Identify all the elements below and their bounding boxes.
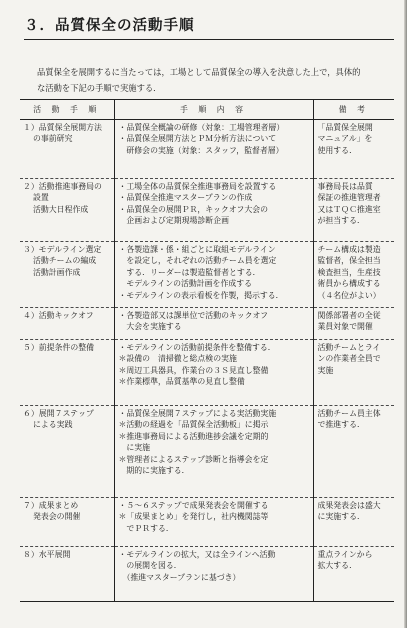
content-text: を設定し，それぞれの活動チーム員を選定 bbox=[118, 256, 277, 266]
step-text: ７）成果まとめ bbox=[23, 501, 79, 510]
step-text: ８）水平展開 bbox=[23, 550, 71, 559]
content-text: ・モデルラインの拡大，又は全ラインへ活動 bbox=[118, 550, 276, 559]
step-text: 活動チームの編成 bbox=[33, 256, 97, 266]
remarks-text: が担当する． bbox=[317, 216, 365, 226]
remarks-text: 又はＴＱＣ推進室 bbox=[317, 204, 381, 214]
table-row bbox=[20, 340, 394, 406]
remarks-cell bbox=[313, 242, 394, 308]
content-cell bbox=[114, 340, 313, 406]
remarks-cell bbox=[313, 406, 394, 498]
content-text: ・品質保全概論の研修（対象：工場管理者層） bbox=[118, 123, 285, 132]
step-text: ２）活動推進事務局の bbox=[23, 182, 102, 191]
content-text: ＊作業標準，品質基準の見直し整備 bbox=[118, 377, 245, 387]
step-cell bbox=[20, 242, 114, 308]
step-text: 活動大日程作成 bbox=[33, 204, 89, 214]
step-text: の事前研究 bbox=[33, 134, 73, 144]
content-text: の展開を図る． bbox=[118, 561, 182, 571]
remarks-cell bbox=[313, 308, 394, 340]
remarks-text: 術員から構成する bbox=[317, 279, 381, 289]
remarks-cell bbox=[313, 498, 394, 547]
content-text: ・品質保全展開７ステップによる実活動実施 bbox=[118, 409, 277, 418]
content-text: ・各製造部又は課単位で活動のキックオフ bbox=[118, 311, 269, 320]
content-text: ・品質保全の展開ＰＲ，キックオフ大会の bbox=[118, 204, 269, 214]
content-text: ・品質保全展開方法とＰＭ分析方法について bbox=[118, 134, 277, 144]
step-text: ６）展開７ステップ bbox=[23, 409, 94, 418]
content-text: ・モデルラインの表示看板を作製，掲示する． bbox=[118, 290, 284, 300]
remarks-text: ンの作業者全員で bbox=[317, 354, 381, 364]
remarks-cell bbox=[313, 340, 394, 406]
table-row bbox=[20, 120, 394, 179]
content-text: ・モデルラインの活動前提条件を整備する． bbox=[118, 343, 276, 352]
content-text: 研修会の実施（対象：スタッフ，監督者層） bbox=[118, 145, 284, 155]
table-row bbox=[20, 242, 394, 308]
remarks-cell bbox=[313, 120, 394, 179]
step-cell bbox=[20, 547, 114, 602]
procedure-table bbox=[20, 99, 394, 602]
content-cell bbox=[114, 498, 313, 547]
content-text: 期的に実施する． bbox=[118, 466, 190, 476]
remarks-text: マニュアル」を bbox=[317, 134, 373, 144]
section-heading: ３．品質保全の活動手順 bbox=[24, 14, 394, 40]
content-text: ＊推進事務局による活動進捗会議を定期的 bbox=[118, 431, 269, 441]
content-text: でＰＲする． bbox=[118, 523, 174, 533]
content-text: ＊「成果まとめ」を発行し，社内機関誌等 bbox=[118, 512, 269, 522]
remarks-text: に実施する． bbox=[317, 512, 365, 522]
content-text: する．リーダーは製造監督者とする． bbox=[118, 267, 261, 277]
remarks-text: 活動チーム員主体 bbox=[317, 409, 381, 418]
remarks-text: 使用する． bbox=[317, 145, 357, 155]
content-text: 大会を実施する bbox=[118, 322, 182, 332]
step-cell bbox=[20, 340, 114, 406]
remarks-text: 活動チームとライ bbox=[317, 343, 381, 352]
table-row bbox=[20, 179, 394, 242]
step-text: ３）モデルライン選定 bbox=[23, 245, 102, 254]
remarks-text: 成果発表会は盛大 bbox=[317, 501, 381, 510]
content-text: モデルラインの活動計画を作成する bbox=[118, 279, 253, 289]
remarks-text: で推進する． bbox=[317, 420, 365, 430]
content-cell bbox=[114, 547, 313, 602]
table-row bbox=[20, 406, 394, 498]
intro-line: 品質保全を展開するに当たっては，工場として品質保全の導入を決意した上で，具体的 bbox=[37, 67, 361, 77]
remarks-text: 業員対象で開催 bbox=[317, 322, 373, 332]
remarks-cell bbox=[313, 547, 394, 602]
content-text: ＊設備の 清掃徹と総点検の実施 bbox=[118, 354, 237, 364]
remarks-text: 監督者，保全担当 bbox=[317, 256, 381, 266]
content-cell bbox=[114, 242, 313, 308]
step-text: ５）前提条件の整備 bbox=[23, 343, 95, 352]
remarks-text: 「品質保全展開 bbox=[317, 123, 373, 132]
table-row bbox=[20, 498, 394, 547]
remarks-cell bbox=[313, 179, 394, 242]
remarks-text: 関係部署者の全従 bbox=[317, 311, 381, 320]
content-text: ・工場全体の品質保全推進事務局を設置する bbox=[118, 182, 277, 191]
content-text: （推進マスタープランに基づき） bbox=[118, 572, 241, 582]
header-activity-step: 活 動 手 順 bbox=[20, 100, 114, 120]
remarks-text: 重点ラインから bbox=[317, 550, 373, 559]
remarks-text: 拡大する． bbox=[317, 561, 357, 571]
content-text: に実施 bbox=[118, 443, 151, 453]
intro-line: な活動を下記の手順で実施する． bbox=[37, 83, 162, 93]
content-text: ＊活動の経過を「品質保全活動板」に掲示 bbox=[118, 420, 269, 430]
content-cell bbox=[114, 120, 313, 179]
content-text: ＊周辺工具器具，作業台の３Ｓ見直し整備 bbox=[118, 365, 269, 375]
step-text: 活動計画作成 bbox=[33, 267, 81, 277]
content-text: 企画および定期現場診断企画 bbox=[118, 216, 229, 226]
content-cell bbox=[114, 179, 313, 242]
remarks-text: 検査担当，生産技 bbox=[317, 267, 381, 277]
content-cell bbox=[114, 308, 313, 340]
step-cell bbox=[20, 406, 114, 498]
step-text: １）品質保全展開方法 bbox=[23, 123, 102, 132]
step-cell bbox=[20, 498, 114, 547]
table-row bbox=[20, 547, 394, 602]
table-header-row bbox=[20, 100, 394, 120]
remarks-text: 実施 bbox=[317, 365, 334, 375]
content-text: ＊管理者によるステップ診断と指導会を定 bbox=[118, 454, 269, 464]
step-text: 設置 bbox=[33, 193, 49, 203]
step-text: による実践 bbox=[33, 420, 73, 430]
step-cell bbox=[20, 308, 114, 340]
remarks-text: （４名位がよい） bbox=[317, 290, 381, 300]
step-text: 発表会の開催 bbox=[33, 512, 81, 522]
header-procedure-content: 手 順 内 容 bbox=[114, 100, 313, 120]
content-text: ・各製造課・係・組ごとに取組モデルライン bbox=[118, 245, 276, 254]
header-remarks: 備 考 bbox=[313, 100, 394, 120]
step-cell bbox=[20, 120, 114, 179]
content-text: ・５～６ステップで成果発表会を開催する bbox=[118, 501, 269, 510]
step-text: ４）活動キックオフ bbox=[23, 311, 94, 320]
content-cell bbox=[114, 406, 313, 498]
content-text: ・品質保全推進マスタープランの作成 bbox=[118, 193, 253, 203]
remarks-text: チーム構成は製造 bbox=[317, 245, 381, 254]
remarks-text: 保証の推進管理者 bbox=[317, 193, 381, 203]
step-cell bbox=[20, 179, 114, 242]
intro-paragraph bbox=[30, 64, 392, 96]
table-row bbox=[20, 308, 394, 340]
remarks-text: 事務局長は品質 bbox=[317, 182, 373, 191]
